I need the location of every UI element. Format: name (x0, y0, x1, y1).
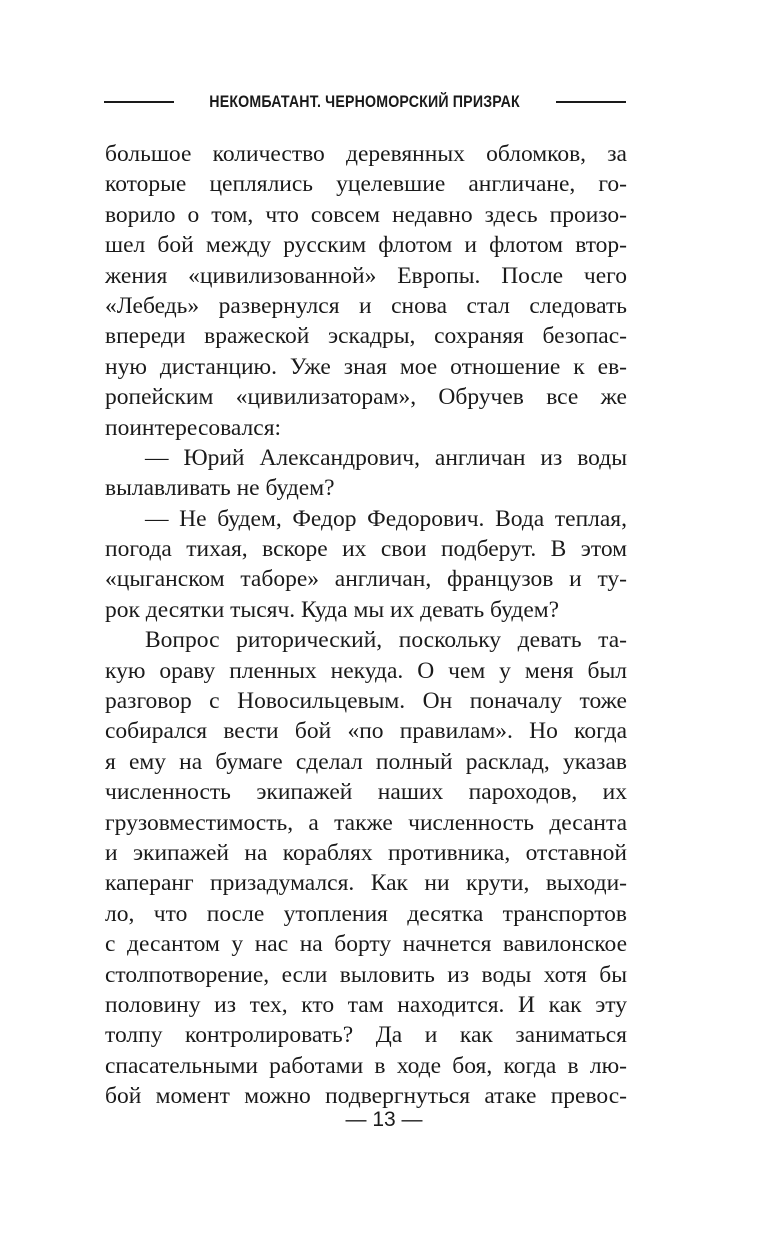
text-line: которые цеплялись уцелевшие англичане, го- (105, 171, 627, 198)
text-line: — Не будем, Федор Федорович. Вода теплая, (145, 505, 627, 532)
text-line: столпотворение, если выловить из воды хотя бы (105, 961, 627, 988)
text-line: ропейским «цивилизаторам», Обручев все же (105, 384, 627, 411)
text-line: — Юрий Александрович, англичан из воды (145, 444, 627, 471)
text-line: разговор с Новосильцевым. Он поначалу тоже (105, 688, 627, 715)
text-line: бой момент можно подвергнуться атаке превос- (105, 1083, 627, 1110)
text-line: ло, что после утопления десятка транспортов (105, 900, 627, 927)
text-line: собирался вести бой «по правилам». Но когда (105, 718, 627, 745)
text-line: каперанг призадумался. Как ни крути, выходи- (105, 870, 627, 897)
text-line: «Лебедь» развернулся и снова стал следовать (105, 292, 627, 319)
page-number: — 13 — (345, 1108, 423, 1131)
text-line: жения «цивилизованной» Европы. После чего (105, 262, 627, 289)
text-line: и экипажей на кораблях противника, отставной (105, 839, 627, 866)
text-line: рок десятки тысяч. Куда мы их девать будем? (105, 596, 560, 623)
text-line: погода тихая, вскоре их свои подберут. В этом (105, 536, 627, 563)
text-line: спасательными работами в ходе боя, когда в лю- (105, 1052, 627, 1079)
running-head (104, 88, 626, 116)
text-line: я ему на бумаге сделал полный расклад, указав (105, 748, 627, 775)
text-line: впереди вражеской эскадры, сохраняя безопас- (105, 323, 627, 350)
text-line: половину из тех, кто там находится. И как эту (105, 991, 627, 1018)
text-line: кую ораву пленных некуда. О чем у меня был (105, 657, 627, 684)
body-text (105, 139, 627, 1112)
text-line: «цыганском таборе» англичан, французов и ту- (105, 566, 627, 593)
text-line: ную дистанцию. Уже зная мое отношение к ев- (105, 353, 627, 380)
text-line: большое количество деревянных обломков, за (105, 141, 627, 167)
running-head-rule-right (556, 101, 626, 103)
text-line: шел бой между русским флотом и флотом втор- (105, 232, 627, 259)
text-line: поинтересовался: (105, 414, 282, 441)
text-line: грузовместимость, а также численность десанта (105, 809, 627, 836)
text-line: ворило о том, что совсем недавно здесь произо- (105, 201, 627, 228)
running-title: НЕКОМБАТАНТ. ЧЕРНОМОРСКИЙ ПРИЗРАК (209, 92, 521, 111)
text-line: вылавливать не будем? (105, 475, 335, 502)
text-line: с десантом у нас на борту начнется вавилонское (105, 931, 627, 958)
text-line: численность экипажей наших пароходов, их (105, 779, 627, 806)
running-head-rule-left (104, 101, 174, 103)
text-line: толпу контролировать? Да и как заниматься (105, 1022, 627, 1049)
text-line: Вопрос риторический, поскольку девать та- (145, 627, 627, 654)
